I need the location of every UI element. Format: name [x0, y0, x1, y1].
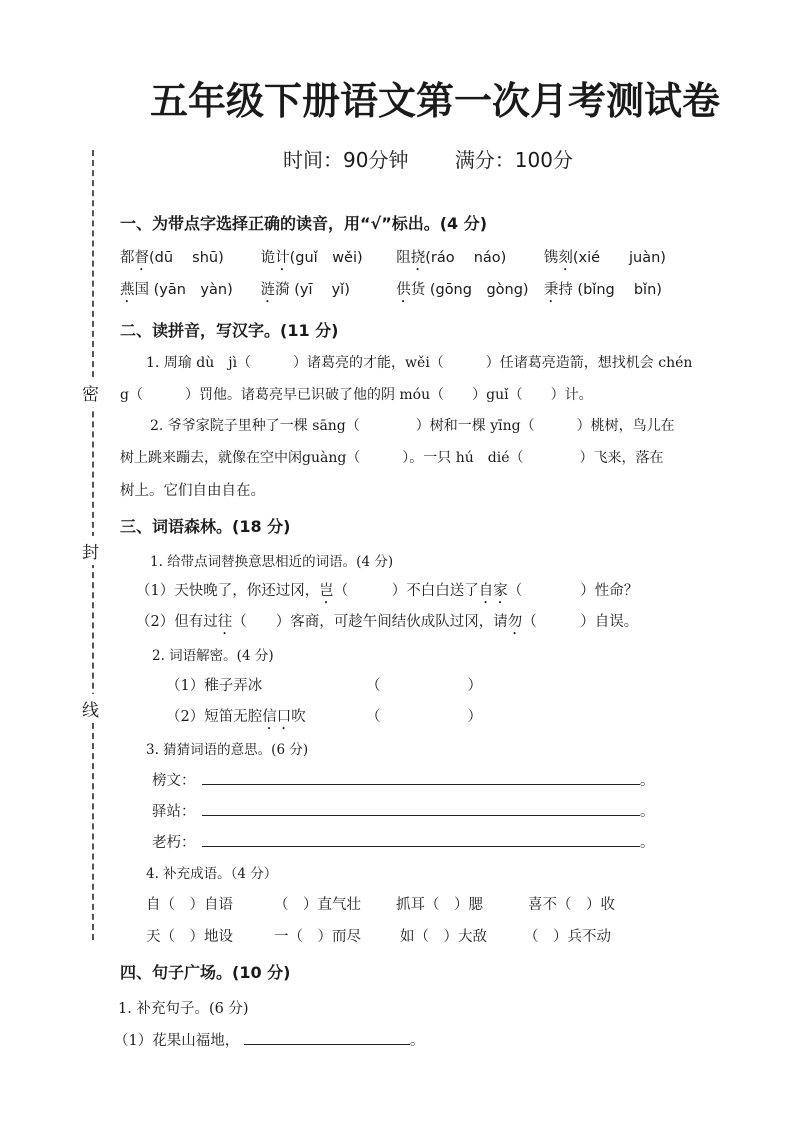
s4-q1-title: 1. 补充句子。(6 分)	[118, 1001, 249, 1017]
s2-p1-line1: 1. 周瑜 dù jì（ ）诸葛亮的才能，wěi（ ）任诸葛亮造箭，想找机会 chén	[146, 355, 693, 371]
answer-line[interactable]	[202, 815, 640, 816]
s3-q1-title: 1. 给带点词替换意思相近的词语。(4 分)	[150, 554, 394, 570]
s3-q2-title: 2. 词语解密。(4 分)	[152, 648, 274, 664]
exam-score: 满分：100分	[454, 148, 573, 172]
binding-char-feng: 封	[82, 536, 99, 565]
pinyin-item: 镌刻(xié juàn)	[543, 250, 666, 266]
s2-p2-line1: 2. 爷爷家院子里种了一棵 sāng（ ）树和一棵 yīng（ ）桃树，鸟儿在	[150, 418, 675, 434]
section-4-heading: 四、句子广场。(10 分)	[120, 963, 291, 982]
pinyin-item: 燕国 (yān yàn)	[120, 282, 233, 298]
page-title: 五年级下册语文第一次月考测试卷	[150, 79, 721, 123]
q3-label-2: 驿站：	[152, 804, 196, 820]
pinyin-item: 诡计(guǐ wěi)	[260, 250, 363, 266]
s3-q3-title: 3. 猜猜词语的意思。(6 分)	[146, 742, 309, 758]
s2-p1-line2: g（ ）罚他。诸葛亮早已识破了他的阴 móu（ ）guǐ（ ）计。	[120, 387, 593, 403]
exam-time: 时间：90分钟	[283, 148, 409, 172]
q3-end-3: 。	[640, 835, 655, 851]
idiom-row-1: 自（ ）自语 （ ）直气壮 抓耳（ ）腮 喜不（ ）收	[146, 897, 615, 913]
s4-q1-end: 。	[410, 1033, 425, 1049]
s3-q2-item2: （2）短笛无腔信口吹 （ ）	[166, 709, 482, 725]
pinyin-item: 秉持 (bǐng bǐn)	[543, 282, 662, 298]
section-3-heading: 三、词语森林。(18 分)	[120, 517, 291, 536]
binding-char-mi: 密	[82, 378, 99, 407]
pinyin-item: 阻挠(ráo náo)	[396, 250, 507, 266]
q3-end-1: 。	[640, 773, 655, 789]
q3-label-3: 老朽：	[152, 835, 196, 851]
s4-q1-item1: （1）花果山福地，	[114, 1033, 240, 1049]
pinyin-item: 供货 (gōng gòng)	[396, 282, 529, 298]
s2-p2-line2: 树上跳来蹦去，就像在空中闲guàng（ ）。一只 hú dié（ ）飞来，落在	[120, 450, 664, 466]
answer-line[interactable]	[202, 846, 640, 847]
s3-q2-item1: （1）稚子弄冰 （ ）	[166, 678, 482, 694]
section-2-heading: 二、读拼音，写汉字。(11 分)	[120, 321, 339, 340]
exam-info	[283, 144, 613, 173]
answer-line[interactable]	[202, 784, 640, 785]
q3-label-1: 榜文：	[152, 773, 196, 789]
s2-p2-line3: 树上。它们自由自在。	[120, 483, 265, 499]
pinyin-row-1	[120, 246, 666, 274]
s3-q1-item1: （1）天快晚了，你还过冈，岂（ ）不白白送了自家（ ）性命？	[136, 583, 639, 599]
answer-line[interactable]	[244, 1044, 410, 1045]
section-1-heading: 一、为带点字选择正确的读音，用“√”标出。(4 分)	[120, 214, 488, 233]
q3-end-2: 。	[640, 804, 655, 820]
idiom-row-2: 天（ ）地设 一（ ）而尽 如（ ）大敌 （ ）兵不动	[146, 929, 611, 945]
s3-q1-item2: （2）但有过往（ ）客商，可趁午间结伙成队过冈，请勿（ ）自误。	[136, 614, 639, 630]
pinyin-item: 涟漪 (yī yǐ)	[260, 282, 350, 298]
pinyin-item: 都督(dū shū)	[120, 250, 224, 266]
pinyin-row-2	[120, 278, 662, 306]
s3-q4-title: 4. 补充成语。（4 分）	[146, 866, 278, 882]
binding-char-xian: 线	[82, 694, 99, 723]
